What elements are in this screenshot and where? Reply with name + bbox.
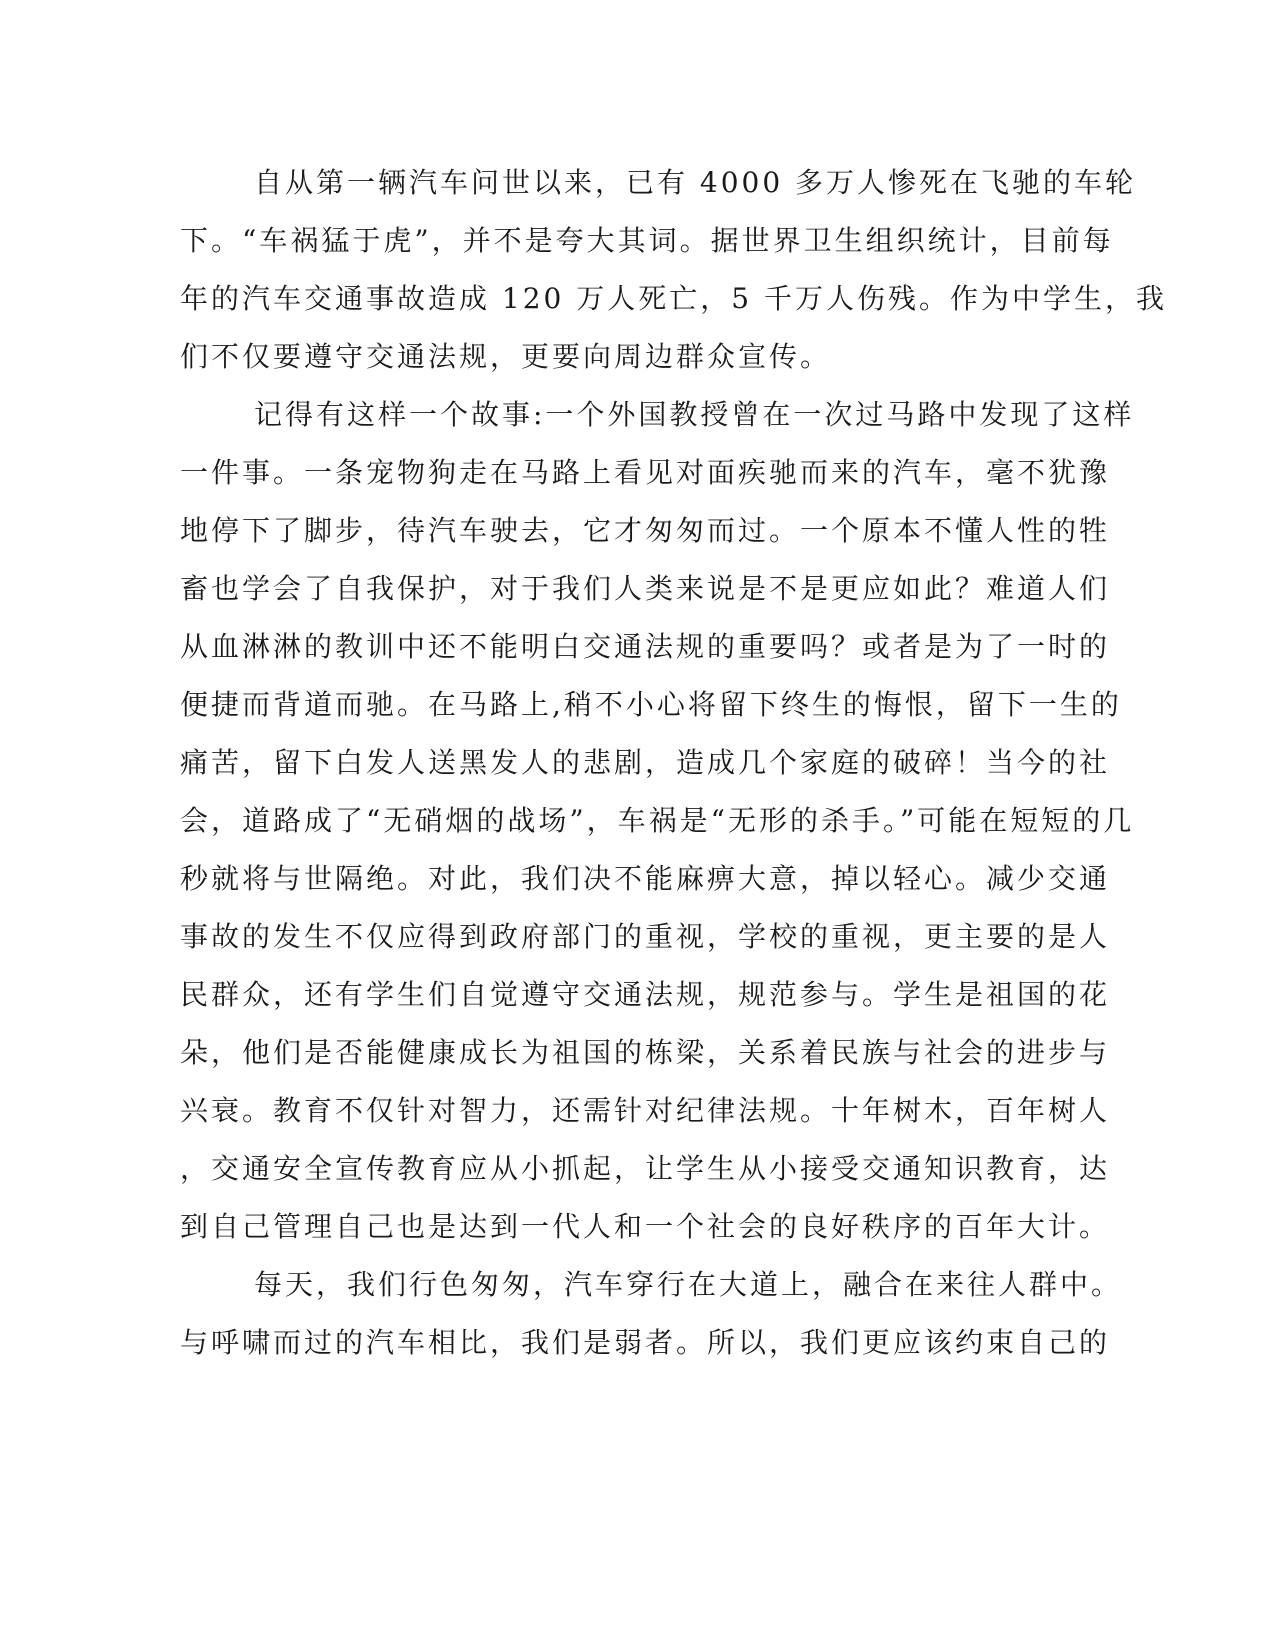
paragraph-2-line-4: 畜也学会了自我保护，对于我们人类来说是不是更应如此？难道人们 — [180, 572, 1111, 605]
paragraph-2-line-1: 记得有这样一个故事:一个外国教授曾在一次过马路中发现了这样 — [254, 398, 1135, 431]
paragraph-3-line-1: 每天，我们行色匆匆，汽车穿行在大道上，融合在来往人群中。 — [254, 1268, 1123, 1301]
paragraph-2-line-12: 朵，他们是否能健康成长为祖国的栋梁，关系着民族与社会的进步与 — [180, 1036, 1111, 1069]
paragraph-2-line-6: 便捷而背道而驰。在马路上,稍不小心将留下终生的悔恨，留下一生的 — [180, 688, 1122, 721]
paragraph-2-line-3: 地停下了脚步，待汽车驶去，它才匆匆而过。一个原本不懂人性的牲 — [180, 514, 1111, 547]
paragraph-1-line-3: 年的汽车交通事故造成 120 万人死亡，5 千万人伤残。作为中学生，我 — [180, 282, 1167, 315]
paragraph-2-line-9: 秒就将与世隔绝。对此，我们决不能麻痹大意，掉以轻心。减少交通 — [180, 862, 1111, 895]
body-text — [180, 154, 1167, 1372]
paragraph-2-line-5: 从血淋淋的教训中还不能明白交通法规的重要吗？或者是为了一时的 — [180, 630, 1111, 663]
paragraph-3-line-2: 与呼啸而过的汽车相比，我们是弱者。所以，我们更应该约束自己的 — [180, 1326, 1111, 1359]
paragraph-2-line-2: 一件事。一条宠物狗走在马路上看见对面疾驰而来的汽车，毫不犹豫 — [180, 456, 1111, 489]
paragraph-2-line-7: 痛苦，留下白发人送黑发人的悲剧，造成几个家庭的破碎！当今的社 — [180, 746, 1111, 779]
paragraph-2-line-14: ，交通安全宣传教育应从小抓起，让学生从小接受交通知识教育，达 — [180, 1152, 1111, 1185]
paragraph-2-line-10: 事故的发生不仅应得到政府部门的重视，学校的重视，更主要的是人 — [180, 920, 1111, 953]
paragraph-2-line-13: 兴衰。教育不仅针对智力，还需针对纪律法规。十年树木，百年树人 — [180, 1094, 1111, 1127]
paragraph-1-line-2: 下。“车祸猛于虎”，并不是夸大其词。据世界卫生组织统计，目前每 — [180, 224, 1114, 257]
paragraph-2-line-8: 会，道路成了“无硝烟的战场”，车祸是“无形的杀手。”可能在短短的几 — [180, 804, 1135, 837]
paragraph-2-line-11: 民群众，还有学生们自觉遵守交通法规，规范参与。学生是祖国的花 — [180, 978, 1111, 1011]
paragraph-1-line-1: 自从第一辆汽车问世以来，已有 4000 多万人惨死在飞驰的车轮 — [254, 166, 1137, 199]
paragraph-1-line-4: 们不仅要遵守交通法规，更要向周边群众宣传。 — [180, 340, 832, 373]
paragraph-2-line-15: 到自己管理自己也是达到一代人和一个社会的良好秩序的百年大计。 — [180, 1210, 1111, 1243]
